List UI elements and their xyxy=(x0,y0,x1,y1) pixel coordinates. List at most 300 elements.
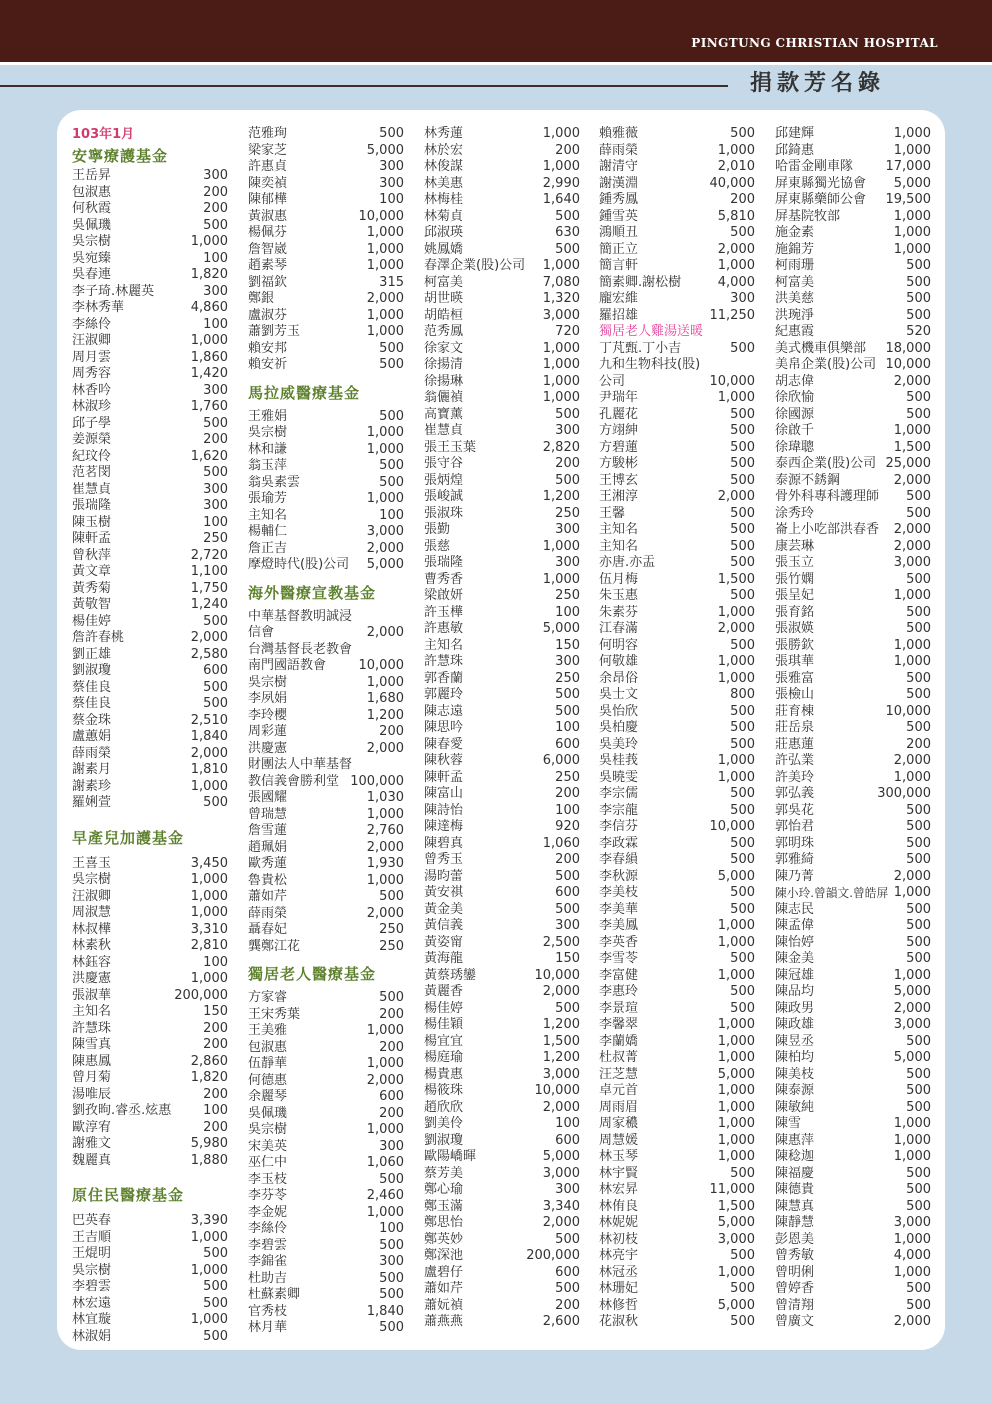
donation-amount: 500 xyxy=(379,889,404,904)
donor-row xyxy=(599,440,755,457)
donation-amount: 1,420 xyxy=(190,366,228,381)
donation-amount: 2,000 xyxy=(366,540,404,556)
donor-name: 張勤 xyxy=(424,522,451,537)
donor-name: 梁家芝 xyxy=(248,142,288,158)
donation-amount: 200 xyxy=(203,1020,228,1036)
donor-row xyxy=(248,475,404,492)
donor-row xyxy=(424,836,580,853)
donor-row xyxy=(424,1182,580,1199)
donation-amount: 100 xyxy=(555,604,580,620)
donor-name: 徐啟千 xyxy=(775,423,815,438)
donor-row xyxy=(775,324,931,341)
donor-row xyxy=(248,609,404,626)
donation-amount: 500 xyxy=(730,456,755,471)
donor-name: 楊輔仁 xyxy=(248,524,288,539)
donor-row xyxy=(775,1083,931,1100)
donor-name: 薛雨榮 xyxy=(599,142,639,158)
donation-amount: 500 xyxy=(730,901,755,917)
donation-amount: 500 xyxy=(730,802,755,818)
donor-row xyxy=(424,555,580,572)
donation-amount: 5,000 xyxy=(542,1149,580,1164)
donor-row xyxy=(424,1116,580,1133)
donor-row xyxy=(599,1133,755,1150)
donor-name: 王宋秀葉 xyxy=(248,1006,301,1022)
donation-amount: 500 xyxy=(555,1000,580,1016)
donation-amount: 500 xyxy=(379,1320,404,1335)
donor-row xyxy=(72,680,228,697)
donor-row xyxy=(424,720,580,737)
donor-row xyxy=(248,724,404,741)
donation-amount: 150 xyxy=(203,1004,228,1019)
donation-amount: 1,000 xyxy=(366,425,404,440)
donation-amount: 2,820 xyxy=(542,439,580,455)
donor-name: 王美雅 xyxy=(248,1023,288,1038)
donation-amount: 500 xyxy=(730,423,755,438)
donor-column xyxy=(424,126,580,1331)
donor-row xyxy=(775,489,931,506)
donor-row xyxy=(599,308,755,325)
donation-amount: 300 xyxy=(379,1254,404,1269)
donor-row xyxy=(72,1120,228,1137)
donor-row xyxy=(248,143,404,160)
donor-name: 張雅富 xyxy=(775,670,815,686)
donor-name: 龐宏維 xyxy=(599,291,639,306)
donor-row xyxy=(72,201,228,218)
donor-row xyxy=(248,939,404,956)
donation-amount: 250 xyxy=(555,769,580,785)
donor-row xyxy=(72,399,228,416)
donation-amount: 150 xyxy=(555,637,580,653)
donation-amount: 2,460 xyxy=(366,1188,404,1203)
donor-row xyxy=(599,522,755,539)
donor-name: 曾廣文 xyxy=(775,1314,815,1329)
donor-name: 胡皓桓 xyxy=(424,307,464,323)
donor-name: 曾月菊 xyxy=(72,1070,112,1085)
donor-row xyxy=(599,275,755,292)
donation-amount: 1,000 xyxy=(893,142,931,158)
donation-amount: 500 xyxy=(379,474,404,490)
donor-name: 陳詩怡 xyxy=(424,802,464,818)
donor-row xyxy=(248,691,404,708)
donor-row xyxy=(72,597,228,614)
donor-row xyxy=(775,1133,931,1150)
donor-name: 孔麗花 xyxy=(599,406,639,422)
donor-name: 張檢山 xyxy=(775,687,815,702)
donor-row xyxy=(775,159,931,176)
donor-name: 張峻誠 xyxy=(424,489,464,504)
donor-name: 吳怡欣 xyxy=(599,703,639,719)
donor-name: 張琪華 xyxy=(775,654,815,669)
donation-amount: 1,000 xyxy=(366,674,404,690)
campaign-label: 獨居老人雞湯送暖 xyxy=(599,324,704,339)
donation-amount: 500 xyxy=(730,1165,755,1181)
donation-amount: 1,000 xyxy=(717,753,755,768)
donor-name: 公司 xyxy=(599,373,626,389)
donor-row xyxy=(599,506,755,523)
donation-amount: 250 xyxy=(203,531,228,546)
donation-amount: 300 xyxy=(203,283,228,299)
donor-row xyxy=(775,1067,931,1084)
donor-row xyxy=(599,1001,755,1018)
donor-row xyxy=(424,621,580,638)
donor-name: 主知名 xyxy=(248,507,288,523)
donor-name: 吳佩璣 xyxy=(248,1105,288,1121)
donation-amount: 200 xyxy=(555,786,580,801)
donor-name: 鍾雪英 xyxy=(599,208,639,224)
donor-name: 賴雅薇 xyxy=(599,126,639,141)
donor-row xyxy=(424,159,580,176)
donor-name: 汪淑卿 xyxy=(72,333,112,348)
donor-row xyxy=(599,1298,755,1315)
donor-row xyxy=(599,753,755,770)
donation-amount: 1,000 xyxy=(717,604,755,620)
donation-amount: 1,000 xyxy=(717,1149,755,1164)
donor-name: 王岳昇 xyxy=(72,168,112,183)
donor-name: 李富健 xyxy=(599,967,639,983)
donation-amount: 300 xyxy=(555,918,580,933)
donor-row xyxy=(424,638,580,655)
donor-row xyxy=(599,192,755,209)
donor-name: 鍾秀鳳 xyxy=(599,192,639,207)
donor-name: 杜蘇素卿 xyxy=(248,1287,301,1302)
donor-row xyxy=(72,284,228,301)
donation-amount: 2,990 xyxy=(542,175,580,191)
donor-name: 崙上小吃部洪春香 xyxy=(775,522,880,537)
donor-name: 吳宗樹 xyxy=(248,1122,288,1137)
donor-row xyxy=(248,557,404,574)
donor-row xyxy=(72,350,228,367)
donation-amount: 300 xyxy=(203,498,228,513)
donor-name: 洪慶憲 xyxy=(72,971,112,986)
donor-name: 薛雨榮 xyxy=(248,905,288,921)
donor-row xyxy=(72,267,228,284)
donor-row xyxy=(72,905,228,922)
donation-amount: 40,000 xyxy=(709,175,755,191)
donor-name: 陳軒孟 xyxy=(72,531,112,546)
donation-amount: 1,000 xyxy=(366,806,404,822)
donor-row xyxy=(775,753,931,770)
donor-name: 徐揚清 xyxy=(424,357,464,372)
donor-row xyxy=(599,423,755,440)
donor-name: 林香吟 xyxy=(72,382,112,398)
donation-amount: 1,000 xyxy=(893,637,931,653)
donation-amount: 500 xyxy=(906,1297,931,1313)
donor-name: 林俊謀 xyxy=(424,159,464,174)
donor-row xyxy=(775,720,931,737)
donation-amount: 1,000 xyxy=(366,491,404,506)
donation-amount: 500 xyxy=(730,736,755,752)
hospital-name: PINGTUNG CHRISTIAN HOSPITAL xyxy=(691,36,938,50)
donor-name: 楊佩芬 xyxy=(248,225,288,240)
donor-row xyxy=(424,1149,580,1166)
donor-row xyxy=(72,1054,228,1071)
donation-amount: 2,000 xyxy=(893,1000,931,1016)
donor-name: 林菊貞 xyxy=(424,208,464,224)
donor-name: 陳品均 xyxy=(775,984,815,999)
donation-amount: 10,000 xyxy=(885,703,931,719)
donation-amount: 1,000 xyxy=(366,1122,404,1137)
donor-name: 謝雅文 xyxy=(72,1136,112,1151)
donation-amount: 1,000 xyxy=(717,1033,755,1049)
donor-name: 翁玉萍 xyxy=(248,458,288,473)
donor-row xyxy=(424,1050,580,1067)
donor-name: 蕭如芹 xyxy=(424,1281,464,1296)
donor-name: 黃海龍 xyxy=(424,951,464,966)
donation-amount: 520 xyxy=(906,324,931,339)
donation-amount: 1,030 xyxy=(366,790,404,805)
donor-row xyxy=(424,902,580,919)
donation-amount: 500 xyxy=(203,465,228,480)
donor-name: 王湘淳 xyxy=(599,489,639,504)
donation-amount: 1,840 xyxy=(366,1303,404,1319)
donor-name: 王博玄 xyxy=(599,472,639,488)
donation-amount: 2,000 xyxy=(893,522,931,537)
donor-name: 陳惠萍 xyxy=(775,1132,815,1148)
donor-row xyxy=(248,1007,404,1024)
donation-amount: 600 xyxy=(555,736,580,752)
donor-row xyxy=(599,159,755,176)
donor-name: 涂秀玲 xyxy=(775,505,815,521)
donor-row xyxy=(599,605,755,622)
donation-amount: 3,000 xyxy=(893,1017,931,1032)
donation-amount: 1,200 xyxy=(366,707,404,723)
donor-name: 蔡芳美 xyxy=(424,1165,464,1181)
donation-amount: 500 xyxy=(730,852,755,867)
donation-amount: 2,000 xyxy=(366,839,404,855)
donation-amount: 17,000 xyxy=(885,159,931,174)
donor-name: 梁啟妍 xyxy=(424,588,464,603)
donor-name: 林玉琴 xyxy=(599,1149,639,1164)
donor-row xyxy=(248,1205,404,1222)
donor-name: 吳桂莪 xyxy=(599,753,639,768)
donor-row xyxy=(599,1067,755,1084)
donor-name: 邱淑瑛 xyxy=(424,225,464,240)
donor-name: 盧蕙娟 xyxy=(72,729,112,744)
donation-amount: 500 xyxy=(555,406,580,422)
donor-name: 蕭燕燕 xyxy=(424,1314,464,1329)
donor-row xyxy=(248,1172,404,1189)
donor-name: 楊筱珠 xyxy=(424,1083,464,1098)
donor-row xyxy=(248,1188,404,1205)
donation-amount: 500 xyxy=(555,241,580,257)
donor-name: 李美鳳 xyxy=(599,918,639,933)
donation-amount: 500 xyxy=(906,406,931,422)
donation-amount: 100 xyxy=(379,507,404,523)
donation-amount: 1,000 xyxy=(542,538,580,554)
donation-amount: 1,680 xyxy=(366,691,404,706)
donor-name: 亦唐.亦盂 xyxy=(599,555,656,570)
donation-amount: 2,720 xyxy=(190,547,228,563)
donor-row xyxy=(424,1166,580,1183)
donor-name: 李芬苓 xyxy=(248,1188,288,1203)
donation-amount: 3,000 xyxy=(717,1231,755,1247)
donor-row xyxy=(599,704,755,721)
donor-name: 姜源榮 xyxy=(72,432,112,447)
donor-row xyxy=(248,906,404,923)
donor-row xyxy=(248,291,404,308)
donation-amount: 300 xyxy=(203,481,228,497)
donor-name: 劉正雄 xyxy=(72,646,112,662)
donor-row xyxy=(72,333,228,350)
donor-row xyxy=(424,1017,580,1034)
donor-name: 陳軒孟 xyxy=(424,769,464,785)
donor-row xyxy=(72,1263,228,1280)
donor-name: 陳惠鳳 xyxy=(72,1053,112,1069)
donor-name: 巴英春 xyxy=(72,1213,112,1228)
donor-name: 主知名 xyxy=(599,538,639,554)
donor-name: 郭弘義 xyxy=(775,786,815,801)
donation-amount: 500 xyxy=(203,1279,228,1294)
donor-row xyxy=(599,671,755,688)
donation-amount: 4,000 xyxy=(717,274,755,290)
donation-amount: 10,000 xyxy=(534,1083,580,1098)
donation-amount: 1,000 xyxy=(717,1083,755,1098)
donation-amount: 300 xyxy=(555,1182,580,1197)
donor-row xyxy=(248,258,404,275)
donor-name: 主知名 xyxy=(424,637,464,653)
donor-row xyxy=(72,938,228,955)
donor-row xyxy=(775,704,931,721)
donor-row xyxy=(424,407,580,424)
donation-amount: 500 xyxy=(203,1246,228,1261)
donor-name: 陳玉樹 xyxy=(72,514,112,530)
fund-heading: 安寧療護基金 xyxy=(72,147,169,165)
donation-amount: 500 xyxy=(379,340,404,356)
donation-amount: 500 xyxy=(730,1281,755,1296)
donor-name: 黃姿甯 xyxy=(424,934,464,950)
donor-row xyxy=(599,951,755,968)
donor-row xyxy=(248,1056,404,1073)
donation-amount: 500 xyxy=(906,852,931,867)
donor-name: 邱子學 xyxy=(72,415,112,431)
donation-amount: 1,000 xyxy=(893,769,931,785)
donor-row xyxy=(248,889,404,906)
donor-name: 陳雪 xyxy=(775,1116,802,1131)
donation-amount: 300 xyxy=(555,522,580,537)
donor-row xyxy=(248,425,404,442)
donor-row xyxy=(72,548,228,565)
donor-name: 王吉順 xyxy=(72,1229,112,1245)
donor-row xyxy=(424,737,580,754)
donor-row xyxy=(248,1287,404,1304)
donor-row xyxy=(72,1037,228,1054)
donation-amount: 1,000 xyxy=(366,1204,404,1220)
donation-amount: 250 xyxy=(379,922,404,937)
donor-row xyxy=(775,555,931,572)
donation-amount: 500 xyxy=(730,786,755,801)
donation-amount: 1,000 xyxy=(190,872,228,887)
donor-row xyxy=(424,489,580,506)
donation-amount: 1,620 xyxy=(190,448,228,464)
donor-name: 魯貴松 xyxy=(248,872,288,888)
donor-name: 林秀蓮 xyxy=(424,126,464,141)
donor-name: 周月雲 xyxy=(72,349,112,365)
donor-name: 詹正吉 xyxy=(248,540,288,556)
donation-amount: 1,000 xyxy=(542,340,580,356)
donation-amount: 1,750 xyxy=(190,580,228,596)
donor-row xyxy=(775,1100,931,1117)
donor-row xyxy=(599,1034,755,1051)
donation-amount: 500 xyxy=(906,687,931,702)
donation-amount: 2,000 xyxy=(717,241,755,257)
donation-amount: 100 xyxy=(379,1221,404,1236)
donation-amount: 1,000 xyxy=(366,872,404,888)
donor-name: 李美華 xyxy=(599,901,639,917)
donor-row xyxy=(599,390,755,407)
donor-row xyxy=(72,416,228,433)
donor-name: 方翊紳 xyxy=(599,423,639,438)
donor-name: 江春滿 xyxy=(599,621,639,636)
donor-row xyxy=(424,1001,580,1018)
donor-name: 康芸琳 xyxy=(775,538,815,554)
donor-name: 李錦雀 xyxy=(248,1254,288,1269)
donor-row xyxy=(599,1116,755,1133)
donor-row xyxy=(775,1001,931,1018)
donor-row xyxy=(775,126,931,143)
donation-amount: 1,060 xyxy=(542,835,580,851)
fund-heading: 早產兒加護基金 xyxy=(72,828,185,847)
donor-name: 簡素卿.謝松樹 xyxy=(599,274,682,290)
donor-row xyxy=(424,522,580,539)
donation-amount: 500 xyxy=(555,208,580,224)
donor-row xyxy=(775,638,931,655)
donor-row xyxy=(424,1034,580,1051)
fund-heading: 獨居老人醫療基金 xyxy=(248,965,377,983)
donation-amount: 200 xyxy=(555,852,580,867)
donor-name: 張淑珠 xyxy=(424,505,464,521)
donation-amount: 300 xyxy=(379,175,404,191)
donation-amount: 500 xyxy=(906,835,931,851)
donation-amount: 1,000 xyxy=(717,918,755,933)
donation-amount: 5,000 xyxy=(893,175,931,191)
donor-row xyxy=(775,192,931,209)
donation-amount: 500 xyxy=(730,703,755,719)
donor-name: 黃麗香 xyxy=(424,984,464,999)
donation-amount: 500 xyxy=(906,505,931,521)
donor-row xyxy=(775,1314,931,1331)
donor-row xyxy=(599,1017,755,1034)
donor-row xyxy=(599,1314,755,1331)
donor-name: 許惠敏 xyxy=(424,621,464,636)
donation-amount: 300 xyxy=(203,168,228,183)
donation-amount: 200 xyxy=(203,1119,228,1135)
donor-name: 林宜璇 xyxy=(72,1312,112,1327)
donation-amount: 250 xyxy=(555,588,580,603)
donor-name: 薛雨榮 xyxy=(72,745,112,761)
donor-row xyxy=(248,774,404,791)
donor-name: 張竹嫻 xyxy=(775,571,815,587)
donor-row xyxy=(775,1050,931,1067)
donation-amount: 1,000 xyxy=(542,390,580,405)
donation-amount: 1,000 xyxy=(542,373,580,389)
donor-name: 主知名 xyxy=(599,522,639,537)
donor-row xyxy=(775,588,931,605)
donor-name: 吳宗樹 xyxy=(72,234,112,249)
donor-row xyxy=(775,786,931,803)
donor-name: 張育銘 xyxy=(775,604,815,620)
donation-amount: 19,500 xyxy=(885,192,931,207)
donor-name: 李春縜 xyxy=(599,852,639,867)
donor-row xyxy=(424,176,580,193)
donation-amount: 1,000 xyxy=(366,225,404,240)
donor-row xyxy=(424,951,580,968)
donor-row xyxy=(424,1232,580,1249)
donor-row xyxy=(424,968,580,985)
donor-name: 詹智崴 xyxy=(248,241,288,257)
donation-amount: 3,000 xyxy=(893,1215,931,1230)
donation-amount: 600 xyxy=(203,663,228,678)
donor-row xyxy=(424,308,580,325)
